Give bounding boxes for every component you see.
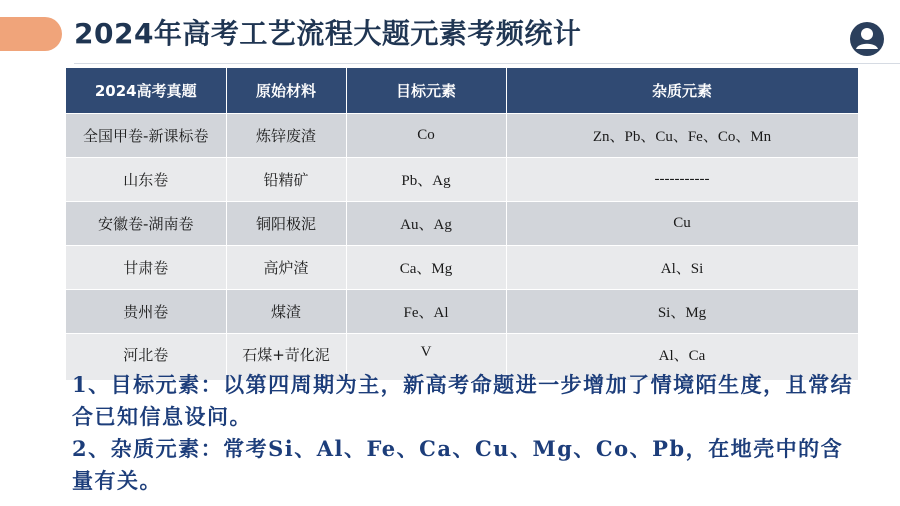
summary-notes [72,369,862,497]
element-frequency-table [66,68,859,380]
cell-impurity: Zn、Pb、Cu、Fe、Co、Mn [506,114,858,158]
cell-impurity: Si、Mg [506,290,858,334]
header-impurity-element: 杂质元素 [506,68,858,114]
table-row [66,202,858,246]
cell-material: 石煤+苛化泥 [226,334,346,381]
cell-exam: 全国甲卷-新课标卷 [66,114,226,158]
cell-target: Pb、Ag [346,158,506,202]
cell-exam: 安徽卷-湖南卷 [66,202,226,246]
cell-exam: 贵州卷 [66,290,226,334]
title-divider [74,63,900,64]
cell-target: Ca、Mg [346,246,506,290]
table-row [66,290,858,334]
cell-impurity: Al、Si [506,246,858,290]
page-title: 2024年高考工艺流程大题元素考频统计 [74,17,582,50]
note-target-elements: 1、目标元素：以第四周期为主，新高考命题进一步增加了情境陌生度，且常结合已知信息设问。 [72,372,854,429]
cell-material: 炼锌废渣 [226,114,346,158]
note-impurity-elements: 2、杂质元素：常考Si、Al、Fe、Ca、Cu、Mg、Co、Pb，在地壳中的含量有关。 [72,436,844,493]
header-material: 原始材料 [226,68,346,114]
cell-impurity: ----------- [506,158,858,202]
table-row [66,158,858,202]
header-target-element: 目标元素 [346,68,506,114]
cell-exam: 甘肃卷 [66,246,226,290]
table-row [66,114,858,158]
cell-exam: 河北卷 [66,334,226,381]
cell-material: 铅精矿 [226,158,346,202]
cell-impurity: Cu [506,202,858,246]
cell-material: 煤渣 [226,290,346,334]
cell-exam: 山东卷 [66,158,226,202]
cell-target: Fe、Al [346,290,506,334]
cell-target: Au、Ag [346,202,506,246]
table-row [66,246,858,290]
cell-impurity: Al、Ca [506,334,858,381]
cell-material: 高炉渣 [226,246,346,290]
title-accent-bar [0,17,62,51]
cell-target: V [346,334,506,381]
cell-material: 铜阳极泥 [226,202,346,246]
user-avatar-icon[interactable] [849,21,885,57]
cell-target: Co [346,114,506,158]
header-exam: 2024高考真题 [66,68,226,114]
table-header-row [66,68,858,114]
